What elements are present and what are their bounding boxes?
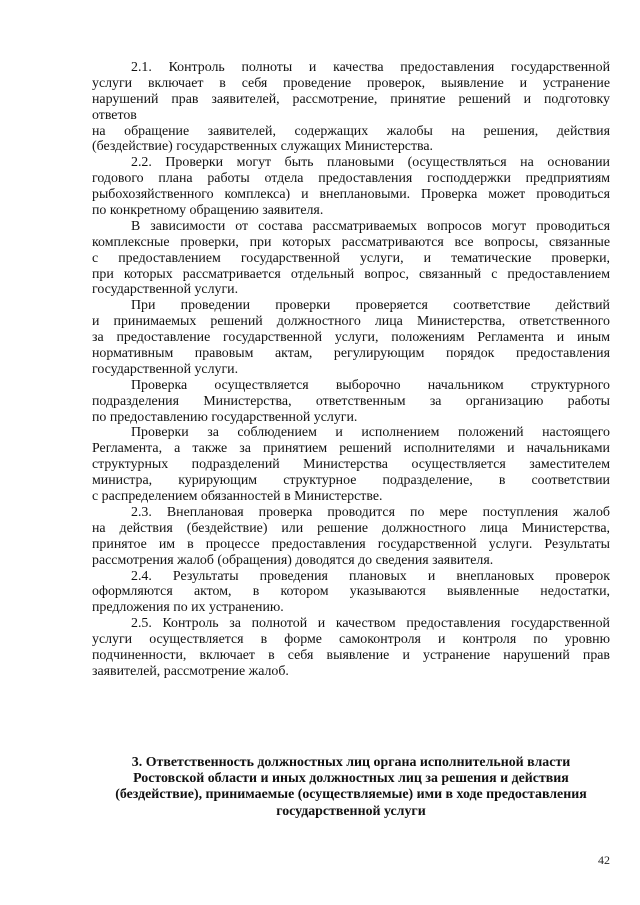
text-line: государственной услуги. [92, 361, 239, 377]
text-line: на действия (бездействие) или решение должностного лица Министерства, [92, 520, 610, 536]
text-line: оформляются актом, в котором указываются выявленные недостатки, [92, 584, 610, 600]
text-line: и принимаемых решений должностного лица Министерства, ответственного [92, 314, 610, 330]
text-line: Регламента, а также за принятием решений исполнителями и начальниками [92, 441, 610, 457]
text-line: годового плана работы отдела предоставления господдержки предприятиям [92, 171, 610, 187]
paragraph-2-2 [92, 155, 610, 219]
text-line: Проверка осуществляется выборочно начальником структурного [131, 377, 610, 393]
paragraph-2-5 [92, 616, 610, 680]
text-line: рыбохозяйственного комплекса) и внеплановыми. Проверка может проводиться [92, 187, 610, 203]
section-heading [92, 755, 610, 820]
paragraph-2-1-cont [92, 124, 610, 156]
text-line: с предоставлением государственной услуги, и тематические проверки, [92, 250, 610, 266]
document-body [92, 60, 610, 680]
text-line: В зависимости от состава рассматриваемых вопросов могут проводиться [131, 218, 610, 234]
text-line: на обращение заявителей, содержащих жалобы на решения, действия [92, 123, 610, 139]
text-line: нормативным правовым актам, регулирующим порядок предоставления [92, 346, 610, 362]
text-line: (бездействие) государственных служащих Министерства. [92, 139, 434, 155]
text-line: государственной услуги. [92, 282, 239, 298]
heading-line: 3. Ответственность должностных лиц органа исполнительной власти [131, 755, 571, 770]
text-line: с распределением обязанностей в Министерстве. [92, 489, 383, 505]
text-line: предложения по их устранению. [92, 600, 284, 616]
text-line: принятое им в процессе предоставления государственной услуги. Результаты [92, 536, 610, 552]
text-line: 2.5. Контроль за полнотой и качеством предоставления государственной [131, 616, 610, 632]
text-line: по предоставлению государственной услуги. [92, 409, 358, 425]
heading-line: Ростовской области и иных должностных лиц за решения и действия [133, 771, 569, 787]
text-line: 2.3. Внеплановая проверка проводится по мере поступления жалоб [131, 504, 610, 520]
text-line: при которых рассматривается отдельный вопрос, связанный с предоставлением [92, 266, 610, 282]
text-line: заявителей, рассмотрение жалоб. [92, 663, 289, 679]
text-line: ответов [92, 107, 137, 123]
paragraph-2-4 [92, 569, 610, 617]
paragraph-2-3 [92, 505, 610, 569]
text-line: 2.1. Контроль полноты и качества предоставления государственной [131, 60, 610, 75]
heading-line: государственной услуги [276, 803, 426, 819]
text-line: структурных подразделений Министерства осуществляется заместителем [92, 457, 610, 473]
paragraph-selective-inspection [92, 378, 610, 426]
paragraph-2-1 [92, 60, 610, 124]
text-line: комплексные проверки, при которых рассматриваются все вопросы, связанные [92, 234, 610, 250]
paragraph-inspection-types [92, 219, 610, 298]
paragraph-inspection-scope [92, 298, 610, 377]
paragraph-compliance-inspection [92, 425, 610, 504]
text-line: нарушений прав заявителей, рассмотрение, принятие решений и подготовку [92, 91, 610, 107]
text-line: Проверки за соблюдением и исполнением положений настоящего [131, 425, 610, 441]
text-line: министра, курирующим структурное подразделение, в соответствии [92, 473, 610, 489]
text-line: по конкретному обращению заявителя. [92, 203, 324, 219]
text-line: рассмотрения жалоб (обращения) доводятся до сведения заявителя. [92, 552, 494, 568]
text-line: подчиненности, включает в себя выявление и устранение нарушений прав [92, 647, 610, 663]
page-number: 42 [598, 853, 610, 867]
heading-line: (бездействие), принимаемые (осуществляемые) ими в ходе предоставления [115, 787, 587, 803]
text-line: за предоставление государственной услуги, положениям Регламента и иным [92, 330, 610, 346]
text-line: услуги осуществляется в форме самоконтроля и контроля по уровню [92, 632, 610, 648]
text-line: подразделения Министерства, ответственным за организацию работы [92, 393, 610, 409]
text-line: 2.4. Результаты проведения плановых и внеплановых проверок [131, 568, 610, 584]
text-line: 2.2. Проверки могут быть плановыми (осуществляться на основании [131, 155, 610, 171]
text-line: При проведении проверки проверяется соответствие действий [131, 298, 610, 314]
text-line: услуги включает в себя проведение проверок, выявление и устранение [92, 75, 610, 91]
